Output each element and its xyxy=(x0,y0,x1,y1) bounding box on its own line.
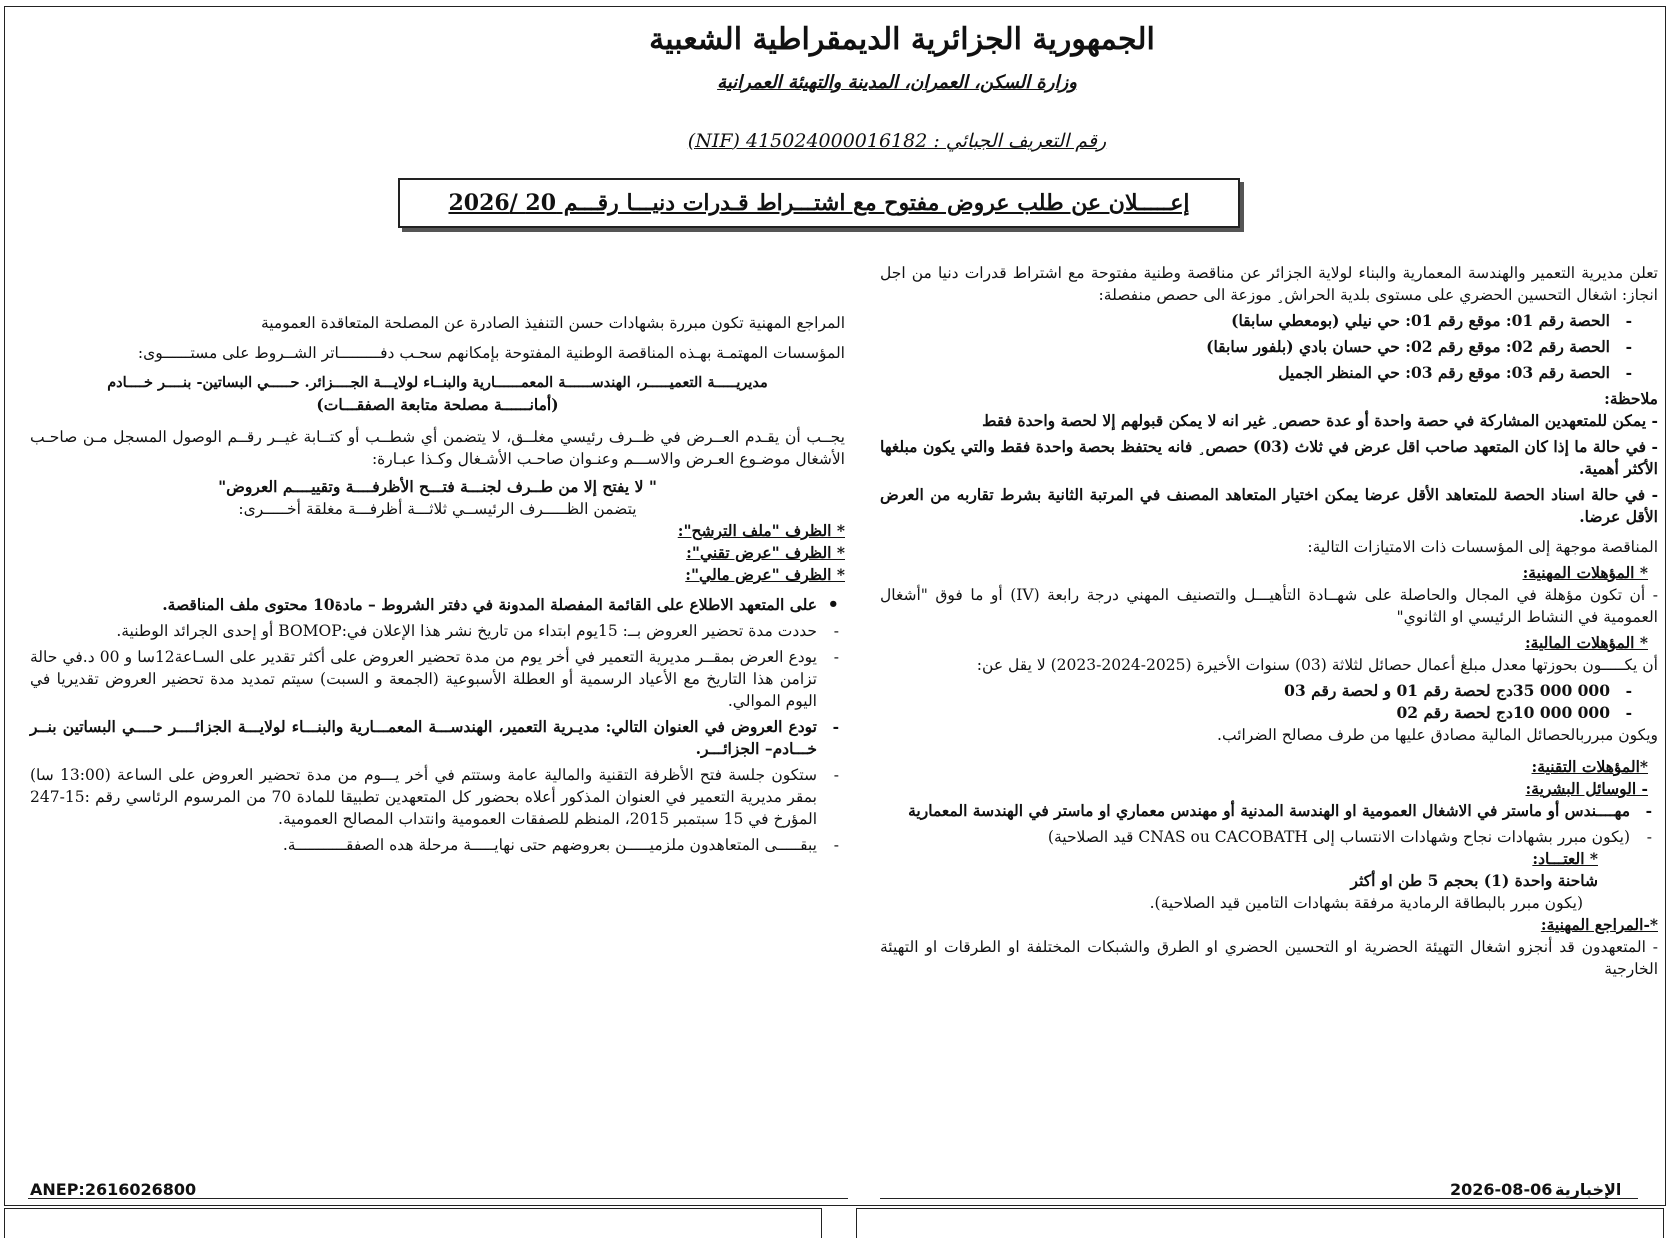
fin-amount-2: - 000 000 10دج لحصة رقم 02 xyxy=(880,702,1638,724)
envelope-quote: " لا يفتح إلا من طــرف لجنـــة فتـــح الأظرفــــة وتقييــــم العروض" xyxy=(218,477,657,496)
eligibility-text: المناقصة موجهة إلى المؤسسات ذات الامتيازات التالية: xyxy=(1307,538,1658,556)
envelope-candidacy: * الظرف "ملف الترشح": xyxy=(677,521,845,540)
envelope-technical: * الظرف "عرض تقني": xyxy=(686,543,845,562)
equipment-1: شاحنة واحدة (1) بحجم 5 طن او أكثر xyxy=(1350,871,1598,890)
note-1: - يمكن للمتعهدين المشاركة في حصة واحدة أو عدة حصص¸ غير انه لا يمكن قبولهم إلا لحصة واحدة فقط xyxy=(982,411,1658,430)
refs-cont: المراجع المهنية تكون مبررة بشهادات حسن التنفيذ الصادرة عن المصلحة المتعاقدة العمومية xyxy=(260,314,845,332)
bullet-item: • على المتعهد الاطلاع على القائمة المفصلة المدونة في دفتر الشروط – مادة10 محتوى ملف المناقصة. xyxy=(30,594,845,616)
newspaper-name: الإخبارية xyxy=(1555,1180,1622,1199)
human-means-2: - (يكون مبرر بشهادات نجاح وشهادات الانتساب إلى CNAS ou CACOBATH قيد الصلاحية) xyxy=(880,826,1658,848)
next-box-right xyxy=(856,1208,1664,1238)
publication-date: 2026-08-06 xyxy=(1450,1180,1553,1199)
item-opening: - ستكون جلسة فتح الأظرفة التقنية والمالية عامة وستتم في أخر يـــوم من مدة تحضير العروض على الساعة (13:00 سا) بمقر مديرية التعمير في العنوان المذكور أعلاه بحضور كل المتعهدين تطبيقا للمادة 70 من المرسوم الرئاسي رقم :15-247 المؤرخ في 15 سبتمبر 2015، المنظم للصفقات العمومية وانتداب المصالح العمومية. xyxy=(30,764,845,830)
note-2: - في حالة ما إذا كان المتعهد صاحب اقل عرض في ثلاث (03) حصص¸ فانه يحتفظ بحصة واحدة فقط والتي يكون مبلغها الأكثر أهمية. xyxy=(880,437,1658,478)
lot-1: - الحصة رقم 01: موقع رقم 01: حي نيلي (بومعطي سابقا) xyxy=(880,310,1638,332)
fin-amount-1: - 000 000 35دج لحصة رقم 01 و لحصة رقم 03 xyxy=(880,680,1638,702)
envelope-text: يجــب أن يقـدم العــرض في ظــرف رئيسي مغلــق، لا يتضمن أي شطــب أو كتــابة غيــر رقــم الوصول المسجل مـن صاحـب الأشغال موضـوع العـرض والاســـم وعنـوان صاحـب الأشـغال وكـذا عبـارة: xyxy=(30,428,845,468)
anep-number: ANEP:2616026800 xyxy=(30,1180,197,1199)
country-title: الجمهورية الجزائرية الديمقراطية الشعبية xyxy=(649,22,1155,57)
right-column xyxy=(880,262,1658,984)
envelopes-intro: يتضمن الظـــــرف الرئيســي ثلاثـــة أظرفـــة مغلقة أخـــــرى: xyxy=(238,500,637,518)
fin-qual-text: أن يكـــــون بحوزتها معدل مبلغ أعمال حصائل لثلاثة (03) سنوات الأخيرة (2025-2024-2023) لا يقل عن: xyxy=(976,656,1658,674)
human-means-label: - الوسائل البشرية: xyxy=(1525,779,1648,798)
address-1: مديريـــــة التعميـــــر، الهندســــــة المعمــــــارية والبنــاء لولايـــة الجــــزائر. حـــــي البساتين- بنــــر خــــادم xyxy=(107,374,768,391)
prof-qual-text: - أن تكون مؤهلة في المجال والحاصلة على شهــادة التأهيـــل والتصنيف المهني درجة رابعة (IV) أو ما فوق "أشغال العمومية في النشاط الرئيسي او الثانوي" xyxy=(880,586,1658,626)
lot-3: - الحصة رقم 03: موقع رقم 03: حي المنظر الجميل xyxy=(880,362,1638,384)
fin-note: ويكون مبرربالحصائل المالية مصادق عليها من طرف مصالح الضرائب. xyxy=(1217,726,1658,744)
fin-qual-label: * المؤهلات المالية: xyxy=(1524,633,1648,652)
address-2: (أمانــــــة مصلحة متابعة الصفقـــات) xyxy=(316,395,559,414)
prof-qual-label: * المؤهلات المهنية: xyxy=(1522,563,1648,582)
tech-qual-label: *المؤهلات التقنية: xyxy=(1531,757,1648,776)
item-address: - تودع العروض في العنوان التالي: مديـرية التعمير، الهندســـة المعمـــارية والبنـــاء لولايـــة الجزائــــر حــــي البساتين بنــر خـــادم– الجزائـــر. xyxy=(30,716,845,760)
intro-text: تعلن مديرية التعمير والهندسة المعمارية والبناء لولاية الجزائر عن مناقصة وطنية مفتوحة مع اشتراط قدرات دنيا من اجل انجاز: اشغال التحسين الحضري على مستوى بلدية الحراش¸ موزعة الى حصص منفصلة: xyxy=(880,264,1658,304)
envelope-financial: * الظرف "عرض مالي": xyxy=(685,565,845,584)
item-deposit: - يودع العرض بمقــر مديرية التعمير في أخر يوم من مدة تحضير العروض على أكثر تقدير على السـاعة12سا و 00 د.في حالة تزامن هذا التاريخ مع الأعياد الرسمية أو العطلة الأسبوعية (الجمعة و السبت) سيتم تمديد مدة تحضير العروض تقديريا في اليوم الموالي. xyxy=(30,646,845,712)
human-means-1: - مهــــندس أو ماستر في الاشغال العمومية او الهندسة المدنية أو مهندس معماري او ماستر في الهندسة المعمارية xyxy=(880,800,1658,822)
tax-id: رقم التعريف الجبائي : 415024000016182 (NIF) xyxy=(687,130,1107,152)
note-label: ملاحظة: xyxy=(1604,389,1658,408)
note-3: - في حالة اسناد الحصة للمتعاهد الأقل عرضا يمكن اختيار المتعاهد المصنف في المرتبة الثانية بشرط تقاربه من العرض الأقل عرضا. xyxy=(880,485,1658,526)
next-box-left xyxy=(4,1208,822,1238)
item-commitment: - يبقـــــى المتعاهدون ملزميـــــن بعروضهم حتى نهايـــــة مرحلة هده الصفقـــــــــــة. xyxy=(30,834,845,856)
lot-2: - الحصة رقم 02: موقع رقم 02: حي حسان بادي (بلفور سابقا) xyxy=(880,336,1638,358)
refs-label: *-المراجع المهنية: xyxy=(1540,915,1658,934)
refs-text: - المتعهدون قد أنجزو اشغال التهيئة الحضرية او التحسين الحضري او الطرق والشبكات المختلفة او الطرقات او التهيئة الخارجية xyxy=(880,938,1658,978)
withdraw-text: المؤسسات المهتمـة بهـذه المناقصة الوطنية المفتوحة بإمكانهم سحـب دفـــــــــاتر الشــروط على مستــــــوى: xyxy=(137,344,845,362)
announcement-title: إعـــــلان عن طلب عروض مفتوح مع اشتـــراط قـدرات دنيـــا رقـــم 20 /2026 xyxy=(398,178,1240,228)
equipment-2: (يكون مبرر بالبطاقة الرمادية مرفقة بشهادات التامين قيد الصلاحية). xyxy=(1149,894,1583,912)
item-deadline: - حددت مدة تحضير العروض بــ: 15يوم ابتداء من تاريخ نشر هذا الإعلان في:BOMOP أو إحدى الجرائد الوطنية. xyxy=(30,620,845,642)
ministry-name: وزارة السكن، العمران، المدينة والتهيئة العمرانية xyxy=(717,72,1077,93)
left-column xyxy=(30,312,845,860)
equipment-label: * العتـــاد: xyxy=(1532,849,1598,868)
